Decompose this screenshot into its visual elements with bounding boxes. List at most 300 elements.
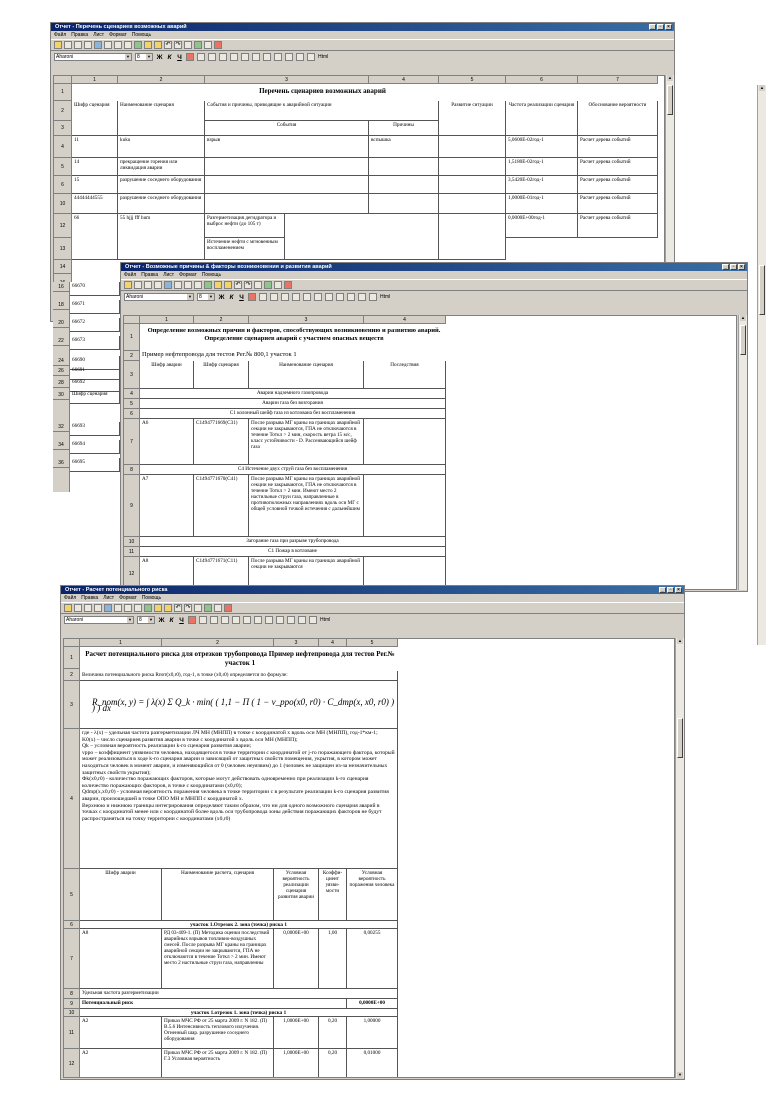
row-header[interactable]: 36 [53,458,70,468]
row-header[interactable]: 10 [64,1009,80,1017]
cell-code[interactable]: 11 [72,136,118,158]
report-heading: Расчет потенциального риска для отрезков трубопровода Пример нефтепровода для тестов Рег.№ участок 1 [85,650,395,667]
delete-row-icon[interactable] [204,41,212,49]
paste-icon[interactable] [124,604,132,612]
export-icon[interactable] [194,281,202,289]
export-icon[interactable] [124,41,132,49]
font-size-select[interactable] [137,616,155,624]
insert-row-icon[interactable] [254,281,262,289]
italic-button[interactable]: К [229,293,234,301]
cell-accident-code[interactable]: А6 [140,419,194,465]
cell-frequency[interactable]: 1,5180E-02год-1 [506,158,578,176]
brush-icon[interactable] [204,281,212,289]
row-header[interactable]: 6 [64,921,80,929]
cell-event[interactable] [205,176,369,194]
cell-name[interactable]: 55 hjjj fff hum [118,214,205,260]
row-header[interactable]: 11 [64,1017,80,1049]
spell-icon[interactable] [296,53,304,61]
format-icon[interactable] [285,53,293,61]
border-icon[interactable] [252,53,260,61]
underline-button[interactable]: Ч [177,53,182,61]
scroll-thumb[interactable] [740,325,746,355]
cell-probability[interactable]: 1,0000E+00 [274,1049,319,1078]
description-line: Фk(x0,r0) - количество поражающих факторов, которые могут действовать одновременно при реализации k-го сценария количество поражающих факторов, в точке с координатами (x0,r0); [82,776,369,789]
row-header[interactable]: 8 [64,989,80,999]
folder-icon[interactable] [154,41,162,49]
scroll-up-icon[interactable]: ▲ [668,75,672,80]
row-header[interactable]: 9 [64,999,80,1009]
redo-icon[interactable]: ↷ [175,42,181,48]
menu-format[interactable]: Формат [109,32,127,38]
menu-help[interactable]: Помощь [141,595,162,601]
close-icon[interactable]: × [675,587,682,593]
cell-vulnerability[interactable]: 0,20 [319,1049,347,1078]
abc-icon[interactable] [309,616,317,624]
cell-event-extra[interactable]: Истечение нефти с мгновенным воспламенением [205,238,285,260]
col-header[interactable]: 4 [369,76,439,84]
cell-name[interactable]: kuku [118,136,205,158]
grid-icon[interactable] [134,281,142,289]
align-left-icon[interactable] [199,616,207,624]
row-header[interactable]: 11 [124,547,140,557]
font-size-select[interactable] [197,293,215,301]
font-name-value: Aharoni [56,54,74,60]
row-header[interactable]: 4 [54,136,72,158]
italic-button[interactable]: К [169,616,174,624]
menu-bar [121,271,747,279]
border-icon[interactable] [314,293,322,301]
pencil-icon[interactable] [144,41,152,49]
scroll-thumb[interactable] [759,265,765,315]
font-name-select[interactable] [64,616,134,624]
spell-icon[interactable] [298,616,306,624]
scroll-down-icon[interactable]: ▼ [678,1072,682,1077]
window-title-bar[interactable] [51,23,674,31]
cell-code[interactable]: 66673 [70,336,120,350]
col-header[interactable]: 1 [140,316,194,324]
abc-icon[interactable] [369,293,377,301]
row-header[interactable]: 3 [64,681,80,729]
description-line: Верхнюю и нижнюю границы интегрирования определяют таким образом, что ни для одного возможного сценария аварий в точках с координатой менее или с координатой более вдоль оси трубопровода зоны действия поражающих факторов не будут распространяться на точку территории с координатами (x0,r0) [82,802,382,822]
preview-icon[interactable] [144,281,152,289]
menu-file[interactable]: Файл [54,32,67,38]
scroll-up-icon[interactable]: ▲ [678,638,682,643]
delete-col-icon[interactable] [224,604,232,612]
close-icon[interactable]: × [665,24,672,30]
cell-vulnerability[interactable]: 0,20 [319,1017,347,1049]
row-header[interactable]: 14 [54,260,72,274]
header-development: Развитие ситуации [439,101,506,136]
insert-col-icon[interactable] [264,281,272,289]
cell-consequences[interactable] [364,475,446,537]
cell-cause[interactable] [285,214,439,260]
print-icon[interactable] [94,41,102,49]
row-header[interactable]: 4 [64,729,80,869]
row-header[interactable]: 2 [64,669,80,681]
cell-scenario-code[interactable]: С1494771670(С41) [194,475,249,537]
cell-cause[interactable] [369,194,439,214]
row-header[interactable]: 16 [53,282,70,292]
undo-icon[interactable]: ↶ [175,605,181,611]
delete-row-icon[interactable] [214,604,222,612]
cell-accident-code[interactable]: А2 [80,1017,162,1049]
align-center-icon[interactable] [210,616,218,624]
undo-icon[interactable]: ↶ [165,42,171,48]
print-icon[interactable] [104,604,112,612]
spell-icon[interactable] [358,293,366,301]
bold-button[interactable]: Ж [158,616,165,624]
scroll-up-icon[interactable]: ▲ [760,85,764,90]
cell-event[interactable] [205,194,369,214]
cell-code[interactable]: 66694 [70,440,120,454]
cell-event[interactable] [205,158,369,176]
font-color-icon[interactable] [188,616,196,624]
menu-file[interactable]: Файл [64,595,77,601]
frame-icon[interactable] [274,53,282,61]
page-icon[interactable] [154,281,162,289]
report-window-causes [120,262,748,592]
row-header[interactable]: 7 [124,419,140,465]
menu-edit[interactable]: Правка [141,272,159,278]
col-header[interactable]: 3 [249,316,364,324]
format-icon[interactable] [347,293,355,301]
page-icon[interactable] [94,604,102,612]
minimize-icon[interactable]: _ [649,24,656,30]
cell-name[interactable]: разрушение соседнего оборудования [118,176,205,194]
cell-code[interactable]: 44444444555 [72,194,118,214]
col-header[interactable]: 3 [205,76,369,84]
header-justification: Обоснование вероятности [578,101,658,136]
copy-icon[interactable] [174,281,182,289]
row-header[interactable]: 24 [53,356,70,366]
row-header[interactable]: 18 [53,300,70,310]
merge-icon[interactable] [292,293,300,301]
cell-justification[interactable]: Расчет дерева событий [578,214,658,238]
align-right-icon[interactable] [219,53,227,61]
open-icon[interactable] [124,281,132,289]
cell-development[interactable] [439,176,506,194]
row-header[interactable]: 12 [64,1049,80,1078]
cell-cause[interactable] [369,176,439,194]
bold-button[interactable]: Ж [218,293,225,301]
row-header[interactable]: 30 [53,390,70,400]
cell-accident-code[interactable]: А8 [140,557,194,590]
row-header[interactable]: 1 [54,84,72,101]
font-color-icon[interactable] [186,53,194,61]
col-header[interactable]: 4 [364,316,446,324]
chevron-down-icon: ▼ [147,54,151,59]
cell-frequency[interactable]: 5,0600E-02год-1 [506,136,578,158]
wrap-icon[interactable] [303,293,311,301]
row-header[interactable]: 5 [54,158,72,176]
open-icon[interactable] [54,41,62,49]
cell-code[interactable]: 66 [72,214,118,260]
align-left-icon[interactable] [197,53,205,61]
html-button[interactable]: Html [320,617,331,623]
cell-accident-code[interactable]: А7 [140,475,194,537]
align-left-icon[interactable] [259,293,267,301]
align-center-icon[interactable] [208,53,216,61]
paste-icon[interactable] [184,281,192,289]
cell-damage-probability[interactable]: 1,00000 [347,1017,398,1049]
frame-icon[interactable] [276,616,284,624]
cell-damage-probability[interactable]: 0,01000 [347,1049,398,1078]
insert-row-icon[interactable] [184,41,192,49]
row-header[interactable]: 2 [54,101,72,121]
underline-button[interactable]: Ч [239,293,244,301]
section-row: Загорание газа при разрыве трубопровода [140,537,446,547]
corner-cell [54,76,72,84]
row-header[interactable]: 26 [53,366,70,376]
col-header[interactable]: 5 [347,639,398,647]
print-icon[interactable] [164,281,172,289]
cell-code[interactable]: 66692 [70,378,120,392]
cell-justification[interactable]: Расчет дерева событий [578,176,658,194]
row-header[interactable]: 13 [54,238,72,260]
menu-sheet[interactable]: Лист [103,595,115,601]
delete-row-icon[interactable] [274,281,282,289]
preview-icon[interactable] [84,604,92,612]
preview-icon[interactable] [74,41,82,49]
col-header[interactable]: 5 [439,76,506,84]
font-name-select[interactable] [54,53,132,61]
cell-accident-code[interactable]: А2 [80,1049,162,1078]
row-header[interactable]: 5 [124,399,140,409]
vertical-scrollbar[interactable] [675,638,684,1078]
brush-icon[interactable] [144,604,152,612]
row-header[interactable]: 12 [54,214,72,238]
cell-scenario-name[interactable]: После разрыва МГ краны на границах аварийной секции не закрываются [249,557,364,590]
brush-icon[interactable] [134,41,142,49]
row-header[interactable]: 6 [124,409,140,419]
row-header[interactable]: 4 [124,389,140,399]
cell-scenario-name[interactable]: После разрыва МГ краны на границах аварийной секции не закрываются, ГПА не отключаются в течение Тоткл > 2 мин. Имеют место 2 настильные струи газа, направленные в противоположных направлениях вдоль оси МГ с общей условной точкой истечения с дальнейшим [249,475,364,537]
grid-icon[interactable] [64,41,72,49]
row-header[interactable]: 6 [54,176,72,194]
col-header[interactable]: 7 [578,76,658,84]
fill-icon[interactable] [265,616,273,624]
italic-button[interactable]: К [167,53,172,61]
menu-format[interactable]: Формат [179,272,197,278]
grid-icon[interactable] [74,604,82,612]
align-right-icon[interactable] [281,293,289,301]
delete-col-icon[interactable] [214,41,222,49]
scroll-up-icon[interactable]: ▲ [741,315,745,320]
page-icon[interactable] [84,41,92,49]
export-icon[interactable] [134,604,142,612]
header-damage-probability: Условная вероятность поражения человека [347,869,398,921]
row-header[interactable]: 1 [124,324,140,351]
cell-accident-code[interactable]: А8 [80,929,162,989]
html-button[interactable]: Html [380,294,391,300]
wrap-icon[interactable] [241,53,249,61]
report-heading: Определение возможных причин и факторов, способствующих возникновению и развитию аварий. Определение сценариев аварий с участием опасных веществ [147,327,441,342]
undo-icon[interactable]: ↶ [235,282,241,288]
cell-calc-name[interactable]: РД 03-409-1. (П) Методика оценки последствий аварийных взрывов топливно-воздушных смесей. После разрыва МГ краны на границах аварийной секции не закрываются, ГПА не отключаются в течение Тоткл > 2 мин. Имеют место 2 настильные струи газа, направленны [162,929,274,989]
format-icon[interactable] [287,616,295,624]
fill-icon[interactable] [325,293,333,301]
header-scenario-code: Шифр сценария [194,361,249,389]
scroll-thumb[interactable] [677,718,683,758]
cell-development[interactable] [439,158,506,176]
outer-vertical-scrollbar[interactable] [757,85,766,645]
scroll-thumb[interactable] [667,85,673,115]
cell-code[interactable]: 66672 [70,318,120,332]
row-header[interactable]: 3 [124,361,140,389]
close-icon[interactable]: × [738,264,745,270]
frame-icon[interactable] [336,293,344,301]
row-header[interactable]: 12 [124,557,140,590]
cell-justification[interactable]: Расчет дерева событий [578,158,658,176]
align-right-icon[interactable] [221,616,229,624]
row-header[interactable]: 20 [53,318,70,328]
cell-justification[interactable]: Расчет дерева событий [578,194,658,214]
window-title-bar[interactable] [121,263,747,271]
align-center-icon[interactable] [270,293,278,301]
html-button[interactable]: Html [318,54,329,60]
risk-value[interactable]: 0,0000E+00 [347,999,398,1009]
minimize-icon[interactable]: _ [722,264,729,270]
header-consequences: Последствия [364,361,446,389]
menu-edit[interactable]: Правка [81,595,99,601]
insert-row-icon[interactable] [194,604,202,612]
cell-event[interactable]: Разгерметизация дегидратора и выброс нефти (до 105 т) [205,214,285,238]
menu-sheet[interactable]: Лист [163,272,175,278]
cell-cause[interactable] [369,158,439,176]
menu-help[interactable]: Помощь [201,272,222,278]
row-header[interactable]: 5 [64,869,80,921]
copy-icon[interactable] [104,41,112,49]
border-icon[interactable] [254,616,262,624]
font-size-select[interactable] [135,53,153,61]
window-title-bar[interactable] [61,586,684,594]
cell-development[interactable] [439,136,506,158]
cell-code[interactable]: 66690 [70,356,120,370]
cell-scenario-code[interactable]: С1494771671(С11) [194,557,249,590]
copy-icon[interactable] [114,604,122,612]
delete-col-icon[interactable] [284,281,292,289]
row-header[interactable]: 7 [64,929,80,989]
cell-event[interactable]: взрыв [205,136,369,158]
cell-code[interactable]: 66691 [70,366,120,380]
col-header[interactable]: 1 [80,639,162,647]
row-header[interactable]: 3 [54,121,72,136]
cell-damage-probability[interactable]: 0,00255 [347,929,398,989]
col-header[interactable]: 4 [319,639,347,647]
col-header[interactable]: 2 [194,316,249,324]
cell-code[interactable]: 66693 [70,422,120,436]
wrap-icon[interactable] [243,616,251,624]
col-header[interactable]: 1 [72,76,118,84]
format-bar [51,51,674,63]
row-header[interactable]: 32 [53,422,70,432]
bold-button[interactable]: Ж [156,53,163,61]
cell-calc-name[interactable]: Приказ МЧС РФ от 25 марта 2009 г. N 182. (П) Г.3 Условная вероятность [162,1049,274,1078]
font-color-icon[interactable] [248,293,256,301]
col-header[interactable]: 2 [118,76,205,84]
restore-icon[interactable]: ▫ [667,587,674,593]
cell-probability[interactable]: 0,0000E+00 [274,929,319,989]
cell-frequency[interactable]: 0,0000E+00год-1 [506,214,578,238]
pencil-icon[interactable] [214,281,222,289]
font-name-select[interactable] [124,293,194,301]
folder-icon[interactable] [164,604,172,612]
cell-cause[interactable]: вспышка [369,136,439,158]
vertical-scrollbar[interactable] [738,315,747,590]
cell-frequency[interactable]: 3,5420E-02год-1 [506,176,578,194]
cell-consequences[interactable] [364,419,446,465]
cell-code[interactable]: 14 [72,158,118,176]
menu-edit[interactable]: Правка [71,32,89,38]
underline-button[interactable]: Ч [179,616,184,624]
row-header[interactable]: 9 [124,475,140,537]
cell-calc-name[interactable]: Приказ МЧС РФ от 25 марта 2009 г. N 182. (П) В.5.6 Интенсивность теплового излучения. Огненный шар. разрушение соседнего оборудования [162,1017,274,1049]
menu-sheet[interactable]: Лист [93,32,105,38]
cell-code[interactable]: Шифр сценария [70,390,120,404]
cell-development[interactable] [439,214,506,260]
cell-frequency[interactable]: 1,0000E-01год-1 [506,194,578,214]
fill-icon[interactable] [263,53,271,61]
col-header[interactable]: 3 [274,639,319,647]
row-header[interactable]: 10 [124,537,140,547]
corner-cell [64,639,80,647]
description-line: Qk – условная вероятность реализации k-го сценария развития аварии; [82,743,252,750]
cell-scenario-code[interactable]: С1494771669(С31) [194,419,249,465]
row-header[interactable]: 28 [53,378,70,388]
cell-development[interactable] [439,194,506,214]
row-header[interactable]: 8 [124,465,140,475]
redo-icon[interactable]: ↷ [245,282,251,288]
abc-icon[interactable] [307,53,315,61]
menu-format[interactable]: Формат [119,595,137,601]
col-header[interactable]: 6 [506,76,578,84]
folder-icon[interactable] [224,281,232,289]
pencil-icon[interactable] [154,604,162,612]
cell-name[interactable]: разрушение соседнего оборудования [118,194,205,214]
row-header[interactable]: 1 [64,647,80,669]
cell-scenario-name[interactable]: После разрыва МГ краны на границах аварийной секции не закрываются, ГПА не отключаются в течение Тоткл > 2 мин, скорость ветра 15 м/с, класс устойчивости - D. Рассеивающийся шейф газа [249,419,364,465]
row-header[interactable]: 34 [53,440,70,450]
cell-code[interactable]: 66670 [70,282,120,296]
insert-col-icon[interactable] [194,41,202,49]
merge-icon[interactable] [232,616,240,624]
minimize-icon[interactable]: _ [659,587,666,593]
restore-icon[interactable]: ▫ [730,264,737,270]
paste-icon[interactable] [114,41,122,49]
merge-icon[interactable] [230,53,238,61]
cell-name[interactable]: прекращение горения или ликвидация аварии [118,158,205,176]
section-row: Аварии газа без возгорания [140,399,446,409]
cell-justification[interactable]: Расчет дерева событий [578,136,658,158]
report-heading: Перечень сценариев возможных аварий [259,87,386,95]
row-header[interactable]: 2 [124,351,140,361]
restore-icon[interactable]: ▫ [657,24,664,30]
redo-icon[interactable]: ↷ [185,605,191,611]
menu-help[interactable]: Помощь [131,32,152,38]
cell-probability[interactable]: 1,0000E+00 [274,1017,319,1049]
insert-col-icon[interactable] [204,604,212,612]
cell-code[interactable]: 66695 [70,458,120,472]
col-header[interactable]: 2 [162,639,274,647]
cell-vulnerability[interactable]: 1,00 [319,929,347,989]
cell-code[interactable]: 66671 [70,300,120,314]
row-header[interactable]: 10 [54,194,72,214]
header-probability: Условная вероятность реализации сценария развития аварии [274,869,319,921]
row-header[interactable]: 22 [53,336,70,346]
menu-file[interactable]: Файл [124,272,137,278]
open-icon[interactable] [64,604,72,612]
cell-code[interactable]: 15 [72,176,118,194]
